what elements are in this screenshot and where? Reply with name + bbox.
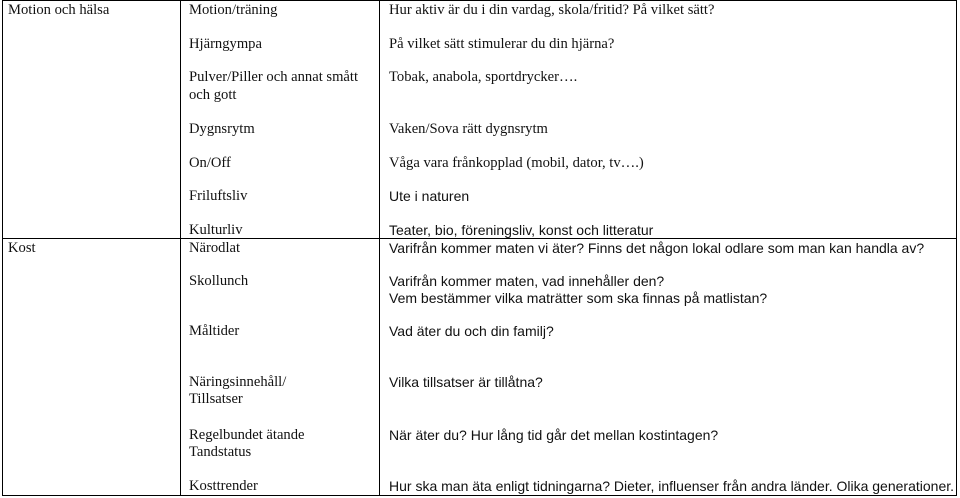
topic-tillsatser: Tillsatser bbox=[189, 391, 243, 407]
question-tidningarna-dieter: Hur ska man äta enligt tidningarna? Dieter, influenser från andra länder. Olika generationer. bbox=[389, 478, 955, 494]
category-kost: Kost bbox=[8, 240, 36, 256]
question-franskopplad: Våga vara frånkopplad (mobil, dator, tv….) bbox=[389, 155, 644, 171]
question-teater-bio: Teater, bio, föreningsliv, konst och litteratur bbox=[389, 222, 654, 238]
question-stimulera-hjarna: På vilket sätt stimulerar du din hjärna? bbox=[389, 36, 615, 52]
topic-pulver-piller-cont: och gott bbox=[189, 87, 237, 103]
topic-regelbundet-atande: Regelbundet ätande bbox=[189, 427, 305, 443]
question-vad-innehaller: Varifrån kommer maten, vad innehåller den? bbox=[389, 273, 665, 289]
topic-tandstatus: Tandstatus bbox=[189, 444, 252, 460]
topic-maltider: Måltider bbox=[189, 323, 240, 339]
topic-pulver-piller: Pulver/Piller och annat smått bbox=[189, 69, 359, 85]
question-tobak-anabola: Tobak, anabola, sportdrycker…. bbox=[389, 69, 578, 85]
question-vad-ater-familj: Vad äter du och din familj? bbox=[389, 323, 554, 339]
question-tillsatser: Vilka tillsatser är tillåtna? bbox=[389, 374, 543, 390]
question-dygnsrytm: Vaken/Sova rätt dygnsrytm bbox=[389, 121, 548, 137]
topic-narodlat: Närodlat bbox=[189, 240, 241, 256]
column-divider-1 bbox=[180, 0, 181, 496]
question-varifran-maten: Varifrån kommer maten vi äter? Finns det någon lokal odlare som man kan handla av? bbox=[389, 240, 925, 256]
topic-hjarngympa: Hjärngympa bbox=[189, 36, 262, 52]
question-aktiv-vardag: Hur aktiv är du i din vardag, skola/fritid? På vilket sätt? bbox=[389, 2, 715, 18]
topic-kulturliv: Kulturliv bbox=[189, 222, 243, 238]
topic-dygnsrytm: Dygnsrytm bbox=[189, 121, 255, 137]
column-divider-2 bbox=[379, 0, 380, 496]
question-nar-ater-du: När äter du? Hur lång tid går det mellan kostintagen? bbox=[389, 427, 719, 443]
topic-skollunch: Skollunch bbox=[189, 273, 249, 289]
topic-motion-traning: Motion/träning bbox=[189, 2, 278, 18]
topic-friluftsliv: Friluftsliv bbox=[189, 188, 248, 204]
topic-kosttrender: Kosttrender bbox=[189, 478, 258, 494]
topic-on-off: On/Off bbox=[189, 155, 231, 171]
question-ute-i-naturen: Ute i naturen bbox=[389, 188, 470, 204]
topic-naringsinnehall: Näringsinnehåll/ bbox=[189, 374, 287, 390]
question-vem-bestammer: Vem bestämmer vilka maträtter som ska finnas på matlistan? bbox=[389, 290, 768, 306]
category-motion-och-halsa: Motion och hälsa bbox=[8, 2, 110, 18]
